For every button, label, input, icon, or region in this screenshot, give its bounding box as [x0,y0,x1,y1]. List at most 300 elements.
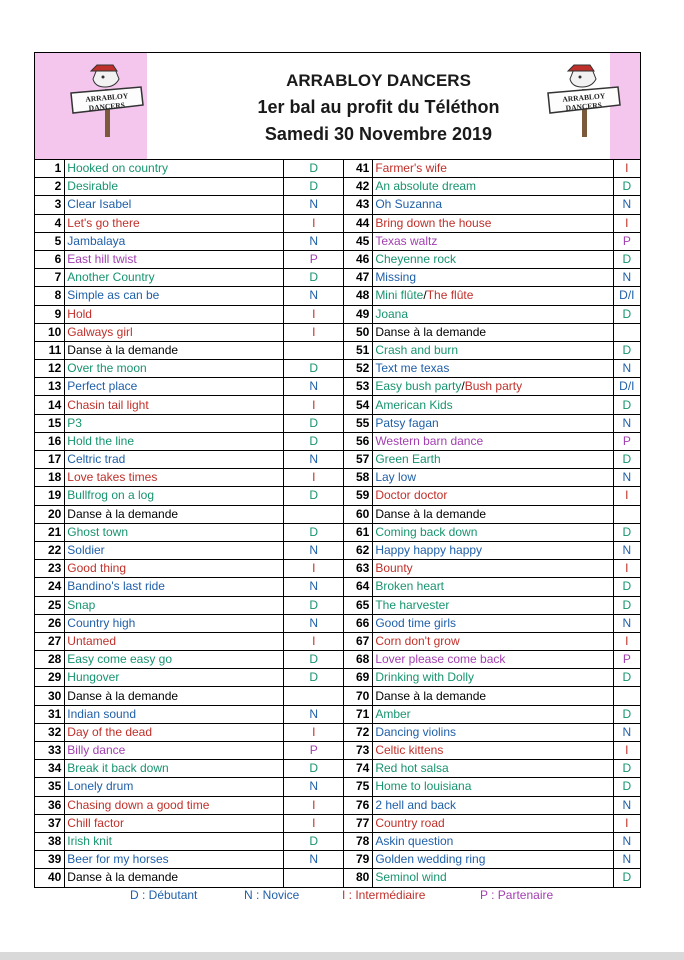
dance-number: 65 [344,596,373,614]
dance-number: 60 [344,505,373,523]
level-code: I [613,632,640,650]
legend-debutant: D : Débutant [130,888,198,902]
signpost-logo-icon [67,59,147,139]
level-code: D [613,451,640,469]
level-code: P [613,432,640,450]
level-code: D [284,160,344,178]
dance-number: 42 [344,178,373,196]
level-code: N [284,614,344,632]
dance-title: Texas waltz [373,232,613,250]
table-row [35,250,641,268]
header [34,52,641,159]
table-row [35,396,641,414]
dance-title: Clear Isabel [65,196,284,214]
table-row [35,414,641,432]
legend [34,888,641,906]
dance-title: Soldier [65,541,284,559]
level-code: D [613,578,640,596]
level-code [284,869,344,887]
page-subtitle: 1er bal au profit du Téléthon [257,97,500,117]
dance-number: 51 [344,341,373,359]
dance-number: 4 [35,214,65,232]
level-code: N [613,360,640,378]
level-code: P [613,232,640,250]
dance-title: Country road [373,814,613,832]
dance-title [373,287,613,305]
level-code: N [284,451,344,469]
signpost-logo-icon [544,59,624,139]
legend-intermediaire: I : Intermédiaire [342,888,426,902]
dance-title: Drinking with Dolly [373,669,613,687]
dance-number: 28 [35,651,65,669]
dance-title: Green Earth [373,451,613,469]
dance-number: 39 [35,851,65,869]
level-code [613,505,640,523]
table-row [35,469,641,487]
level-code: I [284,723,344,741]
dance-title: Hooked on country [65,160,284,178]
dance-title: Bring down the house [373,214,613,232]
dance-title: Good thing [65,560,284,578]
dance-title: Danse à la demande [65,341,284,359]
table-row [35,232,641,250]
table-row [35,160,641,178]
dance-number: 40 [35,869,65,887]
dance-number: 15 [35,414,65,432]
dance-number: 36 [35,796,65,814]
dance-title: Beer for my horses [65,851,284,869]
level-code: N [613,414,640,432]
level-code: N [613,614,640,632]
level-code: D [284,487,344,505]
dance-number: 10 [35,323,65,341]
dance-number: 33 [35,742,65,760]
dance-title: Hungover [65,669,284,687]
level-code: I [284,560,344,578]
dance-number: 19 [35,487,65,505]
dance-title: Desirable [65,178,284,196]
table-row [35,505,641,523]
level-code: D [284,269,344,287]
level-code: I [284,323,344,341]
dance-number: 25 [35,596,65,614]
table-row [35,341,641,359]
level-code: I [613,487,640,505]
dance-title: Galways girl [65,323,284,341]
dance-title: Doctor doctor [373,487,613,505]
level-code: P [613,651,640,669]
dance-number: 56 [344,432,373,450]
dance-title: An absolute dream [373,178,613,196]
level-code: D [284,414,344,432]
dance-title: Jambalaya [65,232,284,250]
dance-title: Danse à la demande [65,505,284,523]
dance-title-part: Mini flûte [375,288,424,303]
dance-title: Chasin tail light [65,396,284,414]
dance-title: Seminol wind [373,869,613,887]
table-row [35,669,641,687]
dance-number: 3 [35,196,65,214]
dance-number: 1 [35,160,65,178]
svg-text:DANCERS: DANCERS [88,100,126,113]
dance-title: Break it back down [65,760,284,778]
table-row [35,596,641,614]
table-row [35,651,641,669]
level-code: I [284,214,344,232]
dance-title: Corn don't grow [373,632,613,650]
table-row [35,287,641,305]
dance-title: Danse à la demande [65,687,284,705]
table-row [35,778,641,796]
level-code: D [613,396,640,414]
level-code: N [284,287,344,305]
level-code [284,341,344,359]
dance-title: Chill factor [65,814,284,832]
svg-text:ARRABLOY: ARRABLOY [85,91,129,104]
level-code: I [284,796,344,814]
dance-title: Chasing down a good time [65,796,284,814]
level-code: N [613,196,640,214]
level-code: D [284,832,344,850]
dance-number: 58 [344,469,373,487]
dance-number: 12 [35,360,65,378]
dance-number: 52 [344,360,373,378]
dance-number: 13 [35,378,65,396]
dance-number: 45 [344,232,373,250]
svg-text:ARRABLOY: ARRABLOY [562,91,606,104]
dance-title: Red hot salsa [373,760,613,778]
dance-title: Western barn dance [373,432,613,450]
level-code: D [613,778,640,796]
dance-title: Patsy fagan [373,414,613,432]
dance-title: 2 hell and back [373,796,613,814]
dance-title-part: Bush party [464,379,523,394]
dance-title: Celtric trad [65,451,284,469]
level-code: D [613,869,640,887]
dance-title: Crash and burn [373,341,613,359]
title-block [147,67,610,148]
level-code: D/I [613,287,640,305]
dance-number: 55 [344,414,373,432]
dance-title: Day of the dead [65,723,284,741]
dance-number: 64 [344,578,373,596]
dance-title: Love takes times [65,469,284,487]
dance-title [373,378,613,396]
table-row [35,869,641,887]
dance-title: Perfect place [65,378,284,396]
level-code: P [284,250,344,268]
level-code [613,323,640,341]
dance-title: Golden wedding ring [373,851,613,869]
dance-number: 53 [344,378,373,396]
level-code: P [284,742,344,760]
dance-title: Farmer's wife [373,160,613,178]
dance-number: 35 [35,778,65,796]
level-code: I [613,742,640,760]
dance-title: Country high [65,614,284,632]
bottom-bar [0,952,684,960]
dance-number: 27 [35,632,65,650]
dance-title: Text me texas [373,360,613,378]
level-code [613,687,640,705]
event-date: Samedi 30 Novembre 2019 [264,124,493,144]
dance-title: Happy happy happy [373,541,613,559]
dance-number: 72 [344,723,373,741]
dance-title-part: Easy bush party [375,379,462,394]
dance-number: 29 [35,669,65,687]
table-row [35,687,641,705]
level-code: D [284,760,344,778]
dance-title: Missing [373,269,613,287]
dance-number: 2 [35,178,65,196]
level-code: N [613,541,640,559]
level-code: D [284,523,344,541]
level-code: N [284,232,344,250]
dance-number: 23 [35,560,65,578]
dance-number: 49 [344,305,373,323]
dance-number: 32 [35,723,65,741]
dance-title: Danse à la demande [65,869,284,887]
level-code: D [284,669,344,687]
dance-number: 5 [35,232,65,250]
dance-title: Amber [373,705,613,723]
dance-title: Bandino's last ride [65,578,284,596]
dance-number: 11 [35,341,65,359]
dance-title: Over the moon [65,360,284,378]
dance-number: 76 [344,796,373,814]
table-row [35,851,641,869]
dance-number: 78 [344,832,373,850]
table-row [35,378,641,396]
table-row [35,760,641,778]
level-code: N [613,796,640,814]
dance-title: Lay low [373,469,613,487]
dance-title-part: / [461,379,465,394]
table-row [35,796,641,814]
svg-text:DANCERS: DANCERS [565,100,603,113]
dance-number: 59 [344,487,373,505]
dance-number: 63 [344,560,373,578]
dance-title: Dancing violins [373,723,613,741]
dance-number: 20 [35,505,65,523]
page-title: ARRABLOY DANCERS [286,71,471,90]
level-code: I [284,632,344,650]
level-code: I [613,560,640,578]
dance-title: Another Country [65,269,284,287]
dance-number: 47 [344,269,373,287]
dance-title: Simple as can be [65,287,284,305]
level-code: D [613,178,640,196]
level-code: I [613,160,640,178]
table-row [35,560,641,578]
dance-list-sheet [34,52,641,888]
dance-number: 21 [35,523,65,541]
level-code: N [284,778,344,796]
dance-title: Cheyenne rock [373,250,613,268]
level-code: I [284,814,344,832]
level-code: D/I [613,378,640,396]
dance-number: 46 [344,250,373,268]
dance-number: 26 [35,614,65,632]
level-code: D [284,432,344,450]
dance-number: 68 [344,651,373,669]
table-row [35,632,641,650]
dance-title: Ghost town [65,523,284,541]
dance-title: Askin question [373,832,613,850]
table-row [35,305,641,323]
level-code: D [613,305,640,323]
dance-table [34,159,641,888]
level-code: D [613,341,640,359]
dance-number: 48 [344,287,373,305]
level-code [284,505,344,523]
dance-title: Snap [65,596,284,614]
table-row [35,814,641,832]
dance-title: Oh Suzanna [373,196,613,214]
dance-title: Danse à la demande [373,687,613,705]
table-row [35,578,641,596]
level-code: N [284,578,344,596]
dance-number: 43 [344,196,373,214]
table-row [35,432,641,450]
dance-number: 17 [35,451,65,469]
level-code: I [284,396,344,414]
level-code: D [613,760,640,778]
dance-title: Untamed [65,632,284,650]
dance-number: 22 [35,541,65,559]
table-row [35,723,641,741]
dance-title: Lover please come back [373,651,613,669]
level-code: D [284,651,344,669]
dance-title-part: / [423,288,427,303]
dance-title-part: The flûte [426,288,474,303]
dance-number: 75 [344,778,373,796]
dance-number: 41 [344,160,373,178]
level-code: D [613,250,640,268]
dance-title: Lonely drum [65,778,284,796]
table-row [35,705,641,723]
dance-title: Danse à la demande [373,323,613,341]
level-code: I [284,305,344,323]
dance-number: 74 [344,760,373,778]
dance-title: Celtic kittens [373,742,613,760]
dance-number: 71 [344,705,373,723]
dance-number: 18 [35,469,65,487]
dance-number: 7 [35,269,65,287]
level-code: N [613,269,640,287]
legend-partenaire: P : Partenaire [480,888,554,902]
dance-number: 62 [344,541,373,559]
dance-title: Good time girls [373,614,613,632]
table-row [35,614,641,632]
dance-title: Hold [65,305,284,323]
dance-number: 31 [35,705,65,723]
dance-number: 57 [344,451,373,469]
dance-title: East hill twist [65,250,284,268]
level-code: D [613,523,640,541]
dance-title: Irish knit [65,832,284,850]
dance-title: Billy dance [65,742,284,760]
dance-title: Danse à la demande [373,505,613,523]
level-code: D [284,596,344,614]
dance-number: 67 [344,632,373,650]
dance-number: 30 [35,687,65,705]
dance-number: 24 [35,578,65,596]
dance-title: Home to louisiana [373,778,613,796]
dance-title: American Kids [373,396,613,414]
dance-number: 69 [344,669,373,687]
dance-number: 16 [35,432,65,450]
dance-number: 6 [35,250,65,268]
dance-number: 70 [344,687,373,705]
level-code: N [284,705,344,723]
level-code: N [613,851,640,869]
level-code: N [613,723,640,741]
dance-title: Joana [373,305,613,323]
level-code: N [284,851,344,869]
dance-number: 50 [344,323,373,341]
table-row [35,541,641,559]
level-code: D [284,360,344,378]
dance-title: P3 [65,414,284,432]
dance-title: Let's go there [65,214,284,232]
table-row [35,360,641,378]
level-code: I [284,469,344,487]
dance-number: 80 [344,869,373,887]
dance-number: 14 [35,396,65,414]
dance-number: 77 [344,814,373,832]
dance-title: Indian sound [65,705,284,723]
level-code: D [613,596,640,614]
table-row [35,832,641,850]
dance-number: 38 [35,832,65,850]
level-code: N [284,196,344,214]
dance-title: Easy come easy go [65,651,284,669]
dance-title: The harvester [373,596,613,614]
dance-number: 37 [35,814,65,832]
table-row [35,523,641,541]
dance-title: Bounty [373,560,613,578]
dance-title: Hold the line [65,432,284,450]
legend-novice: N : Novice [244,888,300,902]
dance-number: 34 [35,760,65,778]
dance-number: 61 [344,523,373,541]
dance-number: 8 [35,287,65,305]
dance-number: 73 [344,742,373,760]
dance-number: 44 [344,214,373,232]
level-code: N [284,541,344,559]
level-code: I [613,214,640,232]
level-code: N [613,832,640,850]
level-code: I [613,814,640,832]
table-row [35,178,641,196]
table-row [35,742,641,760]
dance-number: 66 [344,614,373,632]
table-row [35,323,641,341]
level-code: D [284,178,344,196]
level-code: D [613,705,640,723]
level-code [284,687,344,705]
dance-title: Bullfrog on a log [65,487,284,505]
level-code: N [613,469,640,487]
table-row [35,487,641,505]
dance-number: 79 [344,851,373,869]
level-code: N [284,378,344,396]
level-code: D [613,669,640,687]
table-row [35,269,641,287]
dance-title: Broken heart [373,578,613,596]
dance-title: Coming back down [373,523,613,541]
